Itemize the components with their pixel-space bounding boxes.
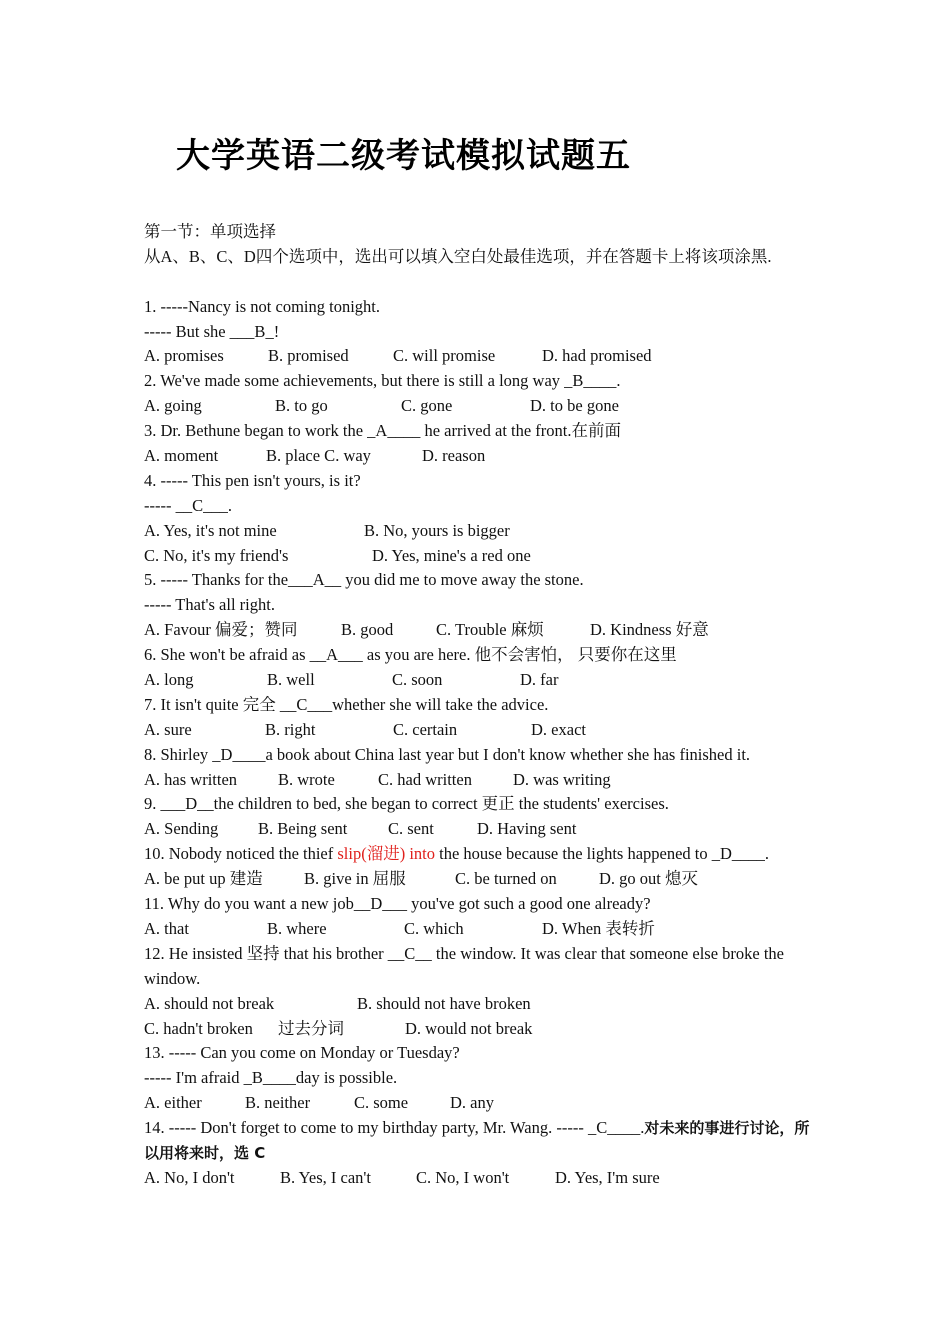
page-title: 大学英语二级考试模拟试题五 xyxy=(176,136,631,176)
option-d: D. go out 熄灭 xyxy=(599,869,698,889)
document-body xyxy=(144,220,814,1191)
question-4-options-cd xyxy=(144,544,814,569)
option-a: A. going xyxy=(144,396,202,416)
spacer xyxy=(144,270,814,295)
option-d: D. Having sent xyxy=(477,819,577,839)
option-d: D. Yes, mine's a red one xyxy=(372,545,531,565)
option-c: C. certain xyxy=(393,719,458,739)
question-13-stem: 13. ----- Can you come on Monday or Tuesday? xyxy=(144,1043,460,1063)
question-2-stem: 2. We've made some achievements, but there is still a long way _B____. xyxy=(144,371,621,391)
option-c: C. hadn't broken xyxy=(144,1018,253,1038)
question-8-options xyxy=(144,768,814,793)
highlighted-phrase: slip(溜进) into xyxy=(337,844,436,864)
option-b: B. Being sent xyxy=(258,819,348,839)
option-b: B. wrote xyxy=(278,769,335,789)
question-8-stem: 8. Shirley _D____a book about China last year but I don't know whether she has finished it. xyxy=(144,744,751,764)
option-a: A. promises xyxy=(144,346,224,366)
option-b: B. well xyxy=(267,670,315,690)
option-d: D. reason xyxy=(422,446,486,466)
option-b: B. where xyxy=(267,918,327,938)
option-d: D. far xyxy=(520,670,559,690)
question-3-stem: 3. Dr. Bethune began to work the _A____ he arrived at the front.在前面 xyxy=(144,421,622,441)
question-1-stem: 1. -----Nancy is not coming tonight. xyxy=(144,296,380,316)
question-2-options xyxy=(144,394,814,419)
question-4-stem: 4. ----- This pen isn't yours, is it? xyxy=(144,470,361,490)
section-instruction: 从A、B、C、D四个选项中，选出可以填入空白处最佳选项，并在答题卡上将该项涂黑. xyxy=(144,246,772,266)
question-10-options xyxy=(144,867,814,892)
option-b: B. Yes, I can't xyxy=(280,1167,371,1187)
option-b: B. to go xyxy=(275,396,328,416)
option-b: B. should not have broken xyxy=(357,993,531,1013)
question-13-options xyxy=(144,1091,814,1116)
option-d: D. exact xyxy=(531,719,586,739)
answer-note: 对未来的事进行讨论，所以用将来时，选 C xyxy=(144,1119,810,1163)
option-c: C. No, I won't xyxy=(416,1167,510,1187)
option-d: D. any xyxy=(450,1093,494,1113)
section-heading: 第一节：单项选择 xyxy=(144,222,276,241)
question-5-options xyxy=(144,618,814,643)
question-7-options xyxy=(144,718,814,743)
option-d: D. would not break xyxy=(405,1018,533,1038)
option-a: A. that xyxy=(144,918,189,938)
option-b: B. give in 屈服 xyxy=(304,869,406,889)
option-c: C. which xyxy=(404,918,464,938)
question-12-stem: 12. He insisted 坚持 that his brother __C__ the window. It was clear that someone else broke the window. xyxy=(144,943,784,988)
option-c: C. be turned on xyxy=(455,869,557,889)
option-a: A. long xyxy=(144,670,194,690)
option-b: B. promised xyxy=(268,346,349,366)
question-6-options xyxy=(144,668,814,693)
option-c: C. will promise xyxy=(393,346,496,366)
option-d: D. Yes, I'm sure xyxy=(555,1167,660,1187)
stem-text: 14. ----- Don't forget to come to my birthday party, Mr. Wang. ----- _C____. xyxy=(144,1118,645,1138)
question-14-stem xyxy=(144,1116,814,1166)
question-14-options xyxy=(144,1166,814,1191)
question-5-response: ----- That's all right. xyxy=(144,595,275,615)
option-d: D. When 表转折 xyxy=(542,918,655,938)
stem-text: 10. Nobody noticed the thief xyxy=(144,844,338,864)
question-1-options xyxy=(144,344,814,369)
option-b: B. right xyxy=(265,719,316,739)
option-c: C. sent xyxy=(388,819,434,839)
stem-text-end: the house because the lights happened to _D____. xyxy=(435,844,770,864)
question-11-stem: 11. Why do you want a new job__D___ you've got such a good one already? xyxy=(144,894,651,914)
option-c: C. No, it's my friend's xyxy=(144,545,289,565)
option-a: A. either xyxy=(144,1093,202,1113)
option-a: A. Favour 偏爱；赞同 xyxy=(144,620,298,640)
option-b: B. neither xyxy=(245,1093,311,1113)
option-a: A. No, I don't xyxy=(144,1167,235,1187)
option-d: D. had promised xyxy=(542,346,652,366)
option-a: A. Sending xyxy=(144,819,219,839)
option-d: D. to be gone xyxy=(530,396,619,416)
option-c: C. gone xyxy=(401,396,453,416)
question-11-options xyxy=(144,917,814,942)
option-b-c: B. place C. way xyxy=(266,446,371,466)
option-a: A. moment xyxy=(144,446,219,466)
question-9-options xyxy=(144,817,814,842)
question-7-stem: 7. It isn't quite 完全 __C___whether she will take the advice. xyxy=(144,694,549,714)
option-b: B. good xyxy=(341,620,394,640)
question-1-response: ----- But she ___B_! xyxy=(144,321,280,341)
option-a: A. should not break xyxy=(144,993,275,1013)
option-a: A. be put up 建造 xyxy=(144,869,263,889)
option-c: C. had written xyxy=(378,769,472,789)
question-13-response: ----- I'm afraid _B____day is possible. xyxy=(144,1068,398,1088)
option-c-note: 过去分词 xyxy=(278,1018,344,1038)
question-5-stem: 5. ----- Thanks for the___A__ you did me to move away the stone. xyxy=(144,570,584,590)
question-4-response: ----- __C___. xyxy=(144,495,232,515)
option-b: B. No, yours is bigger xyxy=(364,520,510,540)
question-9-stem: 9. ___D__the children to bed, she began to correct 更正 the students' exercises. xyxy=(144,794,669,814)
question-12-options-cd xyxy=(144,1017,814,1042)
option-c: C. Trouble 麻烦 xyxy=(436,620,544,640)
option-a: A. sure xyxy=(144,719,192,739)
option-c: C. some xyxy=(354,1093,409,1113)
option-d: D. Kindness 好意 xyxy=(590,620,709,640)
question-12-options-ab xyxy=(144,992,814,1017)
option-c: C. soon xyxy=(392,670,443,690)
option-a: A. has written xyxy=(144,769,238,789)
question-4-options-ab xyxy=(144,519,814,544)
question-10-stem xyxy=(144,842,814,867)
option-a: A. Yes, it's not mine xyxy=(144,520,277,540)
question-6-stem: 6. She won't be afraid as __A___ as you are here. 他不会害怕， 只要你在这里 xyxy=(144,645,677,665)
option-d: D. was writing xyxy=(513,769,611,789)
question-3-options xyxy=(144,444,814,469)
